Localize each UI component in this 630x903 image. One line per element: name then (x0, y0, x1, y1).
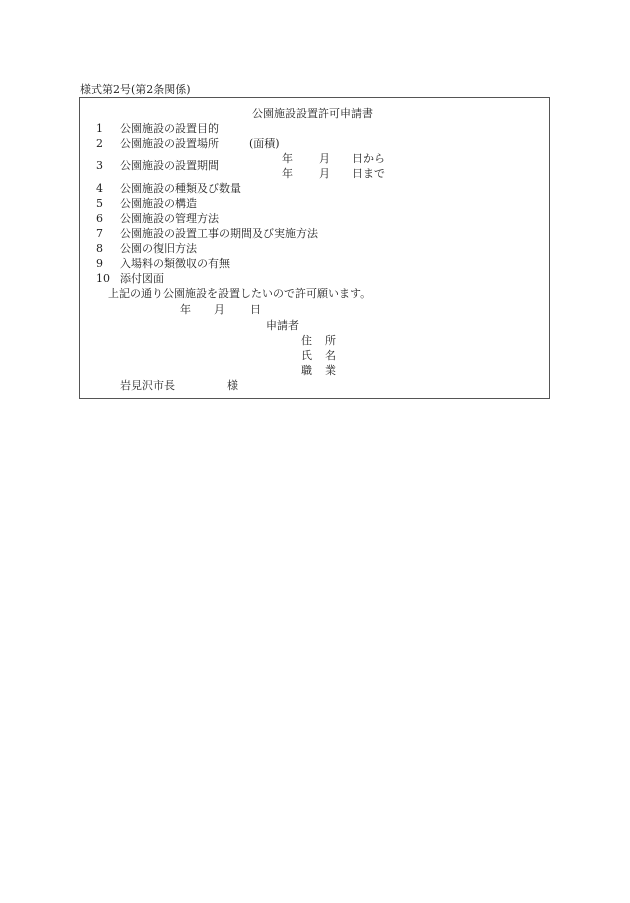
period-from-day: 日から (352, 152, 385, 165)
form-title: 公園施設設置許可申請書 (252, 107, 373, 120)
applicant-heading: 申請者 (266, 319, 299, 332)
item-number: 4 (96, 182, 103, 195)
item-label: 公園施設の構造 (120, 197, 197, 210)
item-number: 9 (96, 257, 103, 270)
item-number: 6 (96, 212, 103, 225)
address-label-first: 住 (301, 334, 312, 347)
address-label-second: 所 (325, 334, 336, 347)
item-number: 2 (96, 137, 103, 150)
date-month: 月 (214, 303, 225, 316)
item-label: 入場料の類徴収の有無 (120, 257, 230, 270)
period-from-year: 年 (282, 152, 293, 165)
addressee-office: 岩見沢市長 (120, 379, 175, 392)
item-number: 7 (96, 227, 103, 240)
period-to-year: 年 (282, 167, 293, 180)
item-number: 5 (96, 197, 103, 210)
item-label: 公園施設の設置場所 (120, 137, 219, 150)
period-to-month: 月 (319, 167, 330, 180)
occupation-label-first: 職 (301, 364, 312, 377)
item-label: 公園施設の設置目的 (120, 122, 219, 135)
request-statement: 上記の通り公園施設を設置したいので許可願います。 (108, 287, 372, 300)
item-label: 公園施設の管理方法 (120, 212, 219, 225)
item-label: 添付図面 (120, 272, 164, 285)
name-label-second: 名 (325, 349, 336, 362)
area-label: (面積) (249, 137, 280, 150)
item-label: 公園施設の設置期間 (120, 159, 219, 172)
period-to-day: 日まで (352, 167, 385, 180)
item-number: 10 (96, 272, 110, 285)
item-number: 3 (96, 159, 103, 172)
application-form-box (79, 97, 550, 399)
date-day: 日 (250, 303, 261, 316)
period-from-month: 月 (319, 152, 330, 165)
item-label: 公園施設の設置工事の期間及び実施方法 (120, 227, 318, 240)
date-year: 年 (180, 303, 191, 316)
item-number: 8 (96, 242, 103, 255)
occupation-label-second: 業 (325, 364, 336, 377)
item-label: 公園の復旧方法 (120, 242, 197, 255)
addressee-honorific: 様 (227, 379, 238, 392)
name-label-first: 氏 (301, 349, 312, 362)
item-number: 1 (96, 122, 103, 135)
form-number: 様式第2号(第2条関係) (80, 83, 191, 96)
item-label: 公園施設の種類及び数量 (120, 182, 241, 195)
